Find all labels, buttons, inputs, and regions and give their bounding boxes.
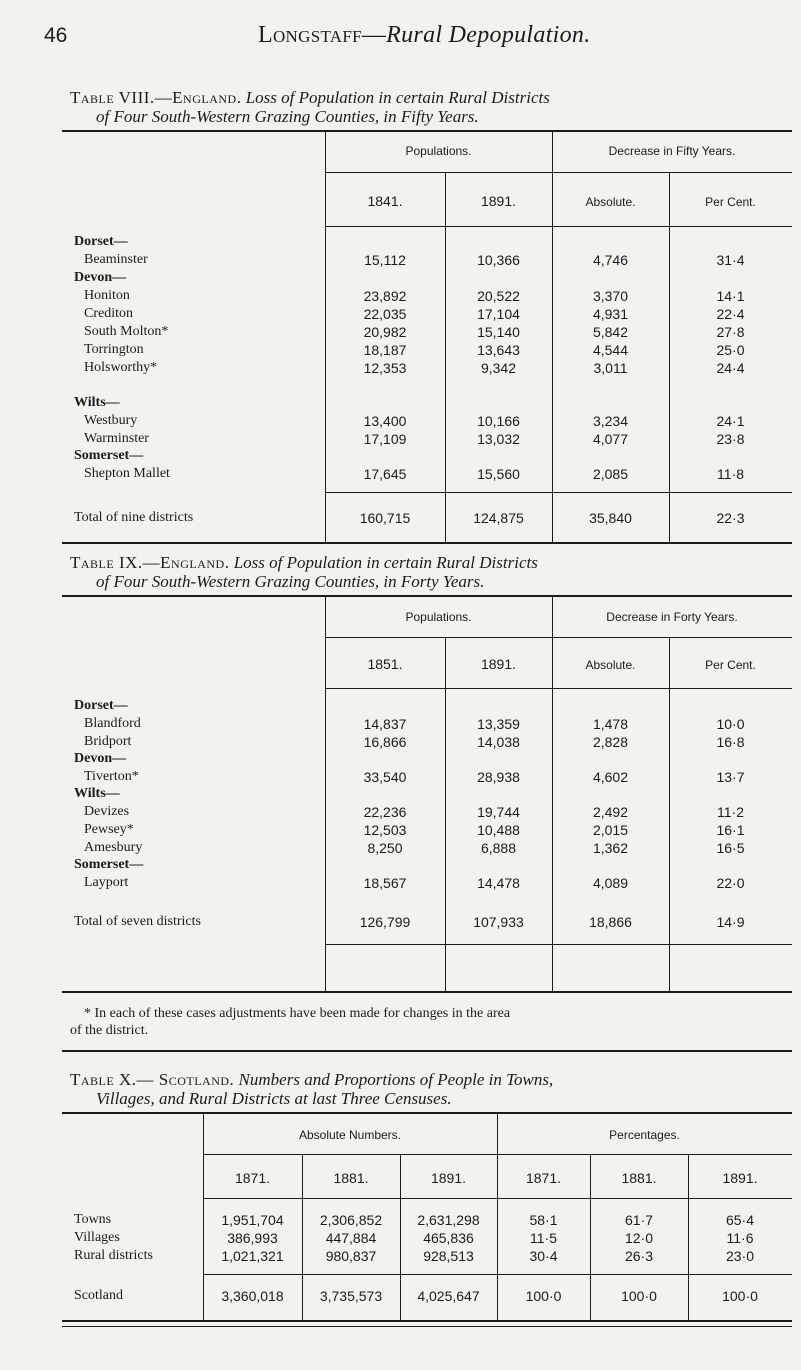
pct-1891: 11·6 <box>726 1230 754 1246</box>
table8-divider <box>325 226 792 227</box>
table9-group-wilts: Wilts— <box>74 786 120 801</box>
table10-year: 1871. <box>525 1170 562 1186</box>
abs-1891: 928,513 <box>423 1248 474 1264</box>
table8-label: Table VIII. <box>70 88 155 107</box>
abs-1871: 1,951,704 <box>221 1212 284 1228</box>
decrease-absolute: 4,602 <box>592 769 629 785</box>
pct-1891: 65·4 <box>725 1212 755 1228</box>
pop-1891: 13,359 <box>477 716 520 732</box>
pop-1851: 16,866 <box>363 734 407 750</box>
table10-caption-line1: Numbers and Proportions of People in Towns, <box>238 1070 554 1089</box>
decrease-percent: 24·4 <box>716 360 745 376</box>
table10-divider <box>203 1154 792 1155</box>
table10-region: — Scotland. <box>136 1070 235 1089</box>
decrease-percent: 31·4 <box>716 252 745 268</box>
decrease-percent: 22·4 <box>716 306 745 322</box>
pop-1841: 13,400 <box>363 413 407 429</box>
total-absolute: 18,866 <box>589 914 632 930</box>
decrease-percent: 14·1 <box>716 288 745 304</box>
pop-1851: 12,503 <box>363 822 407 838</box>
district-name: Westbury <box>84 413 138 428</box>
table9-divider <box>325 944 792 945</box>
pct-1871: 30·4 <box>529 1248 558 1264</box>
table10-year: 1891. <box>722 1170 758 1186</box>
pop-1851: 18,567 <box>363 875 407 891</box>
district-name: Shepton Mallet <box>84 466 170 481</box>
pop-1841: 17,645 <box>363 466 407 482</box>
table9-caption <box>70 553 790 591</box>
total-abs-1871: 3,360,018 <box>221 1288 284 1304</box>
pop-1891: 9,342 <box>480 360 517 376</box>
table10-header-percentages: Percentages. <box>609 1128 680 1142</box>
pop-1891: 15,140 <box>477 324 520 340</box>
pop-1891: 10,488 <box>477 822 520 838</box>
running-head-author: Longstaff <box>258 22 362 48</box>
table10-top-rule <box>62 1112 792 1114</box>
pop-1841: 23,892 <box>363 288 407 304</box>
decrease-percent: 16·8 <box>716 734 745 750</box>
pop-1841: 20,982 <box>363 324 407 340</box>
pop-1891: 15,560 <box>477 466 520 482</box>
total-1851: 126,799 <box>359 914 411 930</box>
abs-1871: 386,993 <box>227 1230 278 1246</box>
area-name: Towns <box>74 1212 112 1227</box>
table10-divider <box>203 1274 792 1275</box>
running-head: Longstaff—Rural Depopulation. <box>258 22 591 48</box>
table8-header-decrease: Decrease in Fifty Years. <box>608 144 736 158</box>
decrease-absolute: 2,492 <box>592 804 629 820</box>
decrease-absolute: 1,362 <box>592 840 629 856</box>
district-name: Holsworthy* <box>84 360 158 375</box>
pop-1851: 8,250 <box>367 840 403 856</box>
pct-1881: 61·7 <box>624 1212 654 1228</box>
abs-1881: 2,306,852 <box>319 1212 383 1228</box>
pop-1851: 33,540 <box>363 769 407 785</box>
decrease-percent: 27·8 <box>716 324 745 340</box>
table8-group-devon: Devon— <box>74 270 127 285</box>
total-pct-1891: 100·0 <box>722 1288 758 1304</box>
decrease-percent: 23·8 <box>716 431 745 447</box>
table10-divider <box>203 1198 792 1199</box>
pop-1891: 10,166 <box>477 413 520 429</box>
decrease-absolute: 2,085 <box>592 466 629 482</box>
table8-group-dorset: Dorset— <box>74 234 128 249</box>
table9-region: —England. <box>142 553 230 572</box>
abs-1881: 980,837 <box>325 1248 377 1264</box>
decrease-absolute: 3,011 <box>593 360 628 376</box>
table10-year: 1891. <box>430 1170 467 1186</box>
table9-year1: 1851. <box>367 656 403 672</box>
decrease-percent: 24·1 <box>716 413 745 429</box>
decrease-percent: 25·0 <box>716 342 745 358</box>
district-name: Layport <box>84 875 129 890</box>
abs-1881: 447,884 <box>325 1230 377 1246</box>
pop-1891: 13,643 <box>477 342 520 358</box>
total-1891: 107,933 <box>473 914 524 930</box>
table10-label: Table X. <box>70 1070 137 1089</box>
footnote-line1: * In each of these cases adjustments have been made for changes in the area <box>84 1006 511 1021</box>
total-abs-1881: 3,735,573 <box>319 1288 383 1304</box>
table8-year2: 1891. <box>480 193 517 209</box>
district-name: Crediton <box>84 306 133 321</box>
district-name: Warminster <box>84 431 149 446</box>
total-percent: 22·3 <box>716 510 745 526</box>
table8-group-somerset: Somerset— <box>74 448 144 463</box>
pop-1891: 20,522 <box>477 288 520 304</box>
table8-divider <box>325 492 792 493</box>
pop-1891: 28,938 <box>477 769 520 785</box>
table8-caption-line1: Loss of Population in certain Rural Districts <box>245 88 550 107</box>
table10-header-absolute: Absolute Numbers. <box>298 1128 402 1142</box>
total-1891: 124,875 <box>473 510 524 526</box>
table9-col-absolute: Absolute. <box>585 658 636 672</box>
pop-1891: 19,744 <box>477 804 520 820</box>
total-label: Total of seven districts <box>74 914 201 929</box>
running-head-title: Rural Depopulation. <box>386 22 591 48</box>
pop-1841: 12,353 <box>363 360 407 376</box>
table8-caption-line2: of Four South-Western Grazing Counties, in Fifty Years. <box>96 107 479 126</box>
footnote <box>70 1005 790 1039</box>
table10-year: 1881. <box>333 1170 369 1186</box>
table9-header-decrease: Decrease in Forty Years. <box>606 610 738 624</box>
table9-divider <box>325 637 792 638</box>
decrease-percent: 11·8 <box>717 466 744 482</box>
area-name: Rural districts <box>74 1248 153 1263</box>
pop-1851: 22,236 <box>363 804 407 820</box>
district-name: Honiton <box>84 288 130 303</box>
total-abs-1891: 4,025,647 <box>417 1288 480 1304</box>
district-name: Amesbury <box>84 840 143 855</box>
pop-1891: 10,366 <box>477 252 520 268</box>
abs-1891: 465,836 <box>423 1230 474 1246</box>
decrease-percent: 16·5 <box>716 840 745 856</box>
district-name: Beaminster <box>84 252 148 267</box>
table8-region: —England. <box>154 88 242 107</box>
decrease-absolute: 4,077 <box>592 431 629 447</box>
pop-1891: 17,104 <box>477 306 520 322</box>
total-1841: 160,715 <box>359 510 411 526</box>
table10-year: 1871. <box>234 1170 271 1186</box>
district-name: Blandford <box>84 716 141 731</box>
table8-divider <box>325 172 792 173</box>
table8-header-populations: Populations. <box>405 144 472 158</box>
decrease-percent: 16·1 <box>716 822 745 838</box>
decrease-absolute: 3,234 <box>592 413 629 429</box>
district-name: South Molton* <box>84 324 169 339</box>
table9-group-somerset: Somerset— <box>74 857 144 872</box>
table9-label: Table IX. <box>70 553 143 572</box>
table8-group-wilts: Wilts— <box>74 395 120 410</box>
total-label: Scotland <box>74 1288 123 1303</box>
area-name: Villages <box>74 1230 120 1245</box>
table10-caption <box>70 1070 790 1108</box>
table8-col-absolute: Absolute. <box>585 195 636 209</box>
total-label: Total of nine districts <box>74 510 194 525</box>
section-rule <box>62 1050 792 1052</box>
table8-col-percent: Per Cent. <box>705 195 756 209</box>
table8-caption <box>70 88 790 126</box>
table9-header-populations: Populations. <box>405 610 472 624</box>
pop-1841: 18,187 <box>363 342 407 358</box>
table10-bottom-rule-thin <box>62 1326 792 1327</box>
pop-1841: 17,109 <box>363 431 407 447</box>
pct-1881: 12·0 <box>624 1230 654 1246</box>
table8-top-rule <box>62 130 792 132</box>
pop-1891: 13,032 <box>477 431 520 447</box>
table10-caption-line2: Villages, and Rural Districts at last Three Censuses. <box>96 1089 452 1108</box>
district-name: Bridport <box>84 734 132 749</box>
decrease-absolute: 3,370 <box>592 288 629 304</box>
pop-1851: 14,837 <box>363 716 407 732</box>
table9-divider <box>325 688 792 689</box>
pop-1891: 14,038 <box>477 734 520 750</box>
decrease-percent: 10·0 <box>716 716 745 732</box>
decrease-absolute: 2,015 <box>592 822 629 838</box>
pop-1891: 14,478 <box>477 875 520 891</box>
table9-caption-line2: of Four South-Western Grazing Counties, in Forty Years. <box>96 572 485 591</box>
decrease-absolute: 4,089 <box>592 875 629 891</box>
pct-1871: 58·1 <box>529 1212 558 1228</box>
pop-1891: 6,888 <box>480 840 517 856</box>
table10-bottom-rule <box>62 1320 792 1322</box>
total-pct-1871: 100·0 <box>525 1288 562 1304</box>
pct-1891: 23·0 <box>725 1248 755 1264</box>
table10-year: 1881. <box>621 1170 657 1186</box>
abs-1891: 2,631,298 <box>417 1212 480 1228</box>
decrease-absolute: 4,746 <box>592 252 629 268</box>
footnote-line2: of the district. <box>70 1023 149 1038</box>
district-name: Tiverton* <box>84 769 139 784</box>
table8-bottom-rule <box>62 542 792 544</box>
pop-1841: 22,035 <box>363 306 407 322</box>
table9-col-percent: Per Cent. <box>705 658 756 672</box>
table8-year1: 1841. <box>367 193 403 209</box>
decrease-absolute: 4,544 <box>592 342 629 358</box>
table9-bottom-rule <box>62 991 792 993</box>
abs-1871: 1,021,321 <box>221 1248 284 1264</box>
decrease-percent: 13·7 <box>716 769 745 785</box>
decrease-percent: 11·2 <box>717 804 744 820</box>
table9-divider <box>552 597 553 991</box>
pop-1841: 15,112 <box>364 252 406 268</box>
total-percent: 14·9 <box>716 914 745 930</box>
page-number: 46 <box>44 24 68 47</box>
table9-year2: 1891. <box>480 656 517 672</box>
table9-top-rule <box>62 595 792 597</box>
table9-group-dorset: Dorset— <box>74 698 128 713</box>
pct-1871: 11·5 <box>530 1230 557 1246</box>
total-absolute: 35,840 <box>589 510 632 526</box>
district-name: Pewsey* <box>84 822 134 837</box>
table9-caption-line1: Loss of Population in certain Rural Districts <box>233 553 538 572</box>
total-pct-1881: 100·0 <box>621 1288 657 1304</box>
decrease-absolute: 5,842 <box>592 324 629 340</box>
district-name: Torrington <box>84 342 144 357</box>
decrease-percent: 22·0 <box>716 875 745 891</box>
pct-1881: 26·3 <box>624 1248 654 1264</box>
district-name: Devizes <box>84 804 130 819</box>
decrease-absolute: 4,931 <box>592 306 629 322</box>
table9-group-devon: Devon— <box>74 751 127 766</box>
decrease-absolute: 1,478 <box>592 716 629 732</box>
decrease-absolute: 2,828 <box>592 734 629 750</box>
